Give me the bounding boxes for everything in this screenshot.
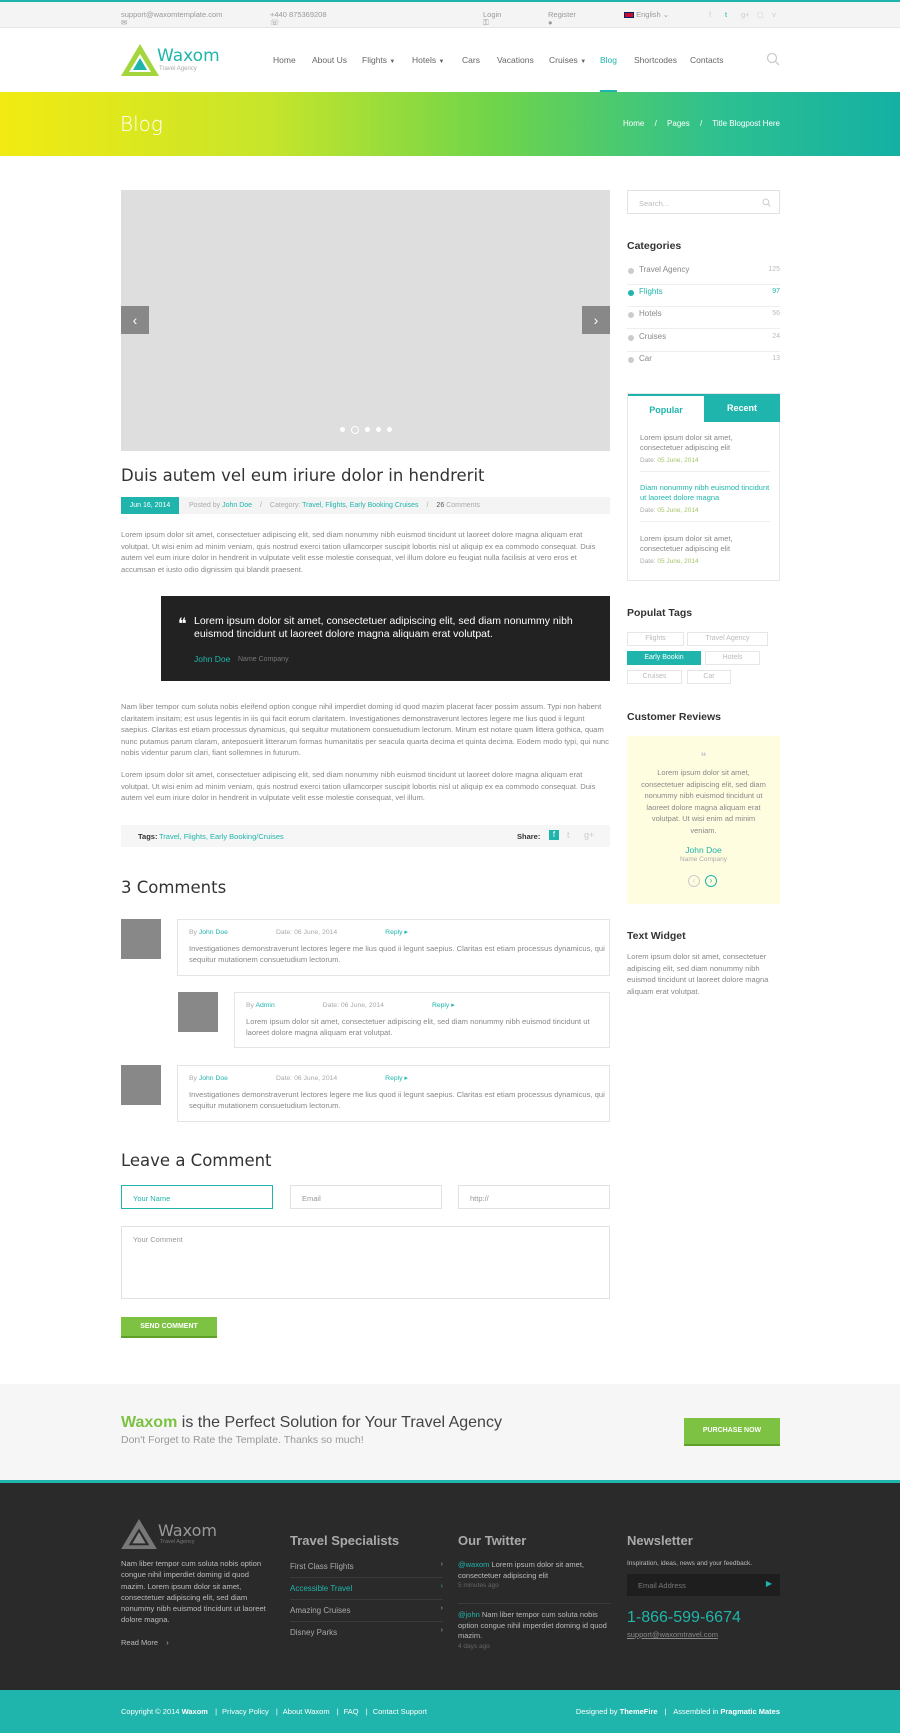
tags-heading: Populat Tags [627,607,693,619]
post-paragraph-1: Lorem ipsum dolor sit amet, consectetuer adipiscing elit, sed diam nonummy nibh euismod tincidunt ut laoreet dolore magna aliquam erat volutpat. Ut wisi enim ad minim veniam, quis nostrud exerci tation ullamcorper suscipit lobortis nisl ut aliquip ex ea commodo consequat. Duis autem vel eum iriure dolor in hendrerit in vulputate velit esse molestie consequat, vel illum dolore eu feugiat nulla facilisis at vero eros et accumsan et iusto odio dignissim qui blandit praesent. [121,530,596,574]
tag-travel-agency[interactable]: Travel Agency [687,632,768,646]
nav-hotels[interactable]: Hotels ▼ [412,55,445,65]
review-author: John Doe [685,845,722,855]
chevron-right-icon: › [440,1561,443,1568]
share-twitter-icon[interactable]: t [567,830,570,840]
post-comments-count[interactable]: 26 [436,502,445,509]
twitter-heading: Our Twitter [458,1533,527,1548]
post-paragraph-3: Lorem ipsum dolor sit amet, consectetuer adipiscing elit, sed diam nonummy nibh euismod tincidunt ut laoreet dolore magna aliquam erat volutpat. Ut wisi enim ad minim veniam, quis nostrud exerci tation ullamcorper suscipit lobortis nisl ut aliquip ex ea commodo consequat. Duis autem vel eum iriure dolor in hendrerit in vulputate velit esse molestie consequat, vel illum. [121,770,596,802]
footer-link-active[interactable]: Accessible Travel › [290,1578,443,1600]
nav-flights[interactable]: Flights ▼ [362,55,396,65]
chevron-left-icon: ‹ [692,876,696,885]
user-icon: ● [548,18,553,27]
nav-shortcodes[interactable]: Shortcodes [634,55,677,65]
faq-link[interactable]: FAQ [343,1707,359,1716]
comment-author-link[interactable]: John Doe [198,1075,228,1082]
sidebar-search-input[interactable]: Search... [627,190,780,214]
avatar [178,992,218,1032]
comments-heading: 3 Comments [121,878,227,897]
post-date: Jun 16, 2014 [121,497,179,514]
footer-cta [0,1384,900,1480]
email-input[interactable]: Email [290,1185,442,1209]
comment-1: By John Doe Date: 06 June, 2014 Reply ▸ Investigationes demonstraverunt lectores legere me lius quod ii legunt saepius. Claritas est etiam processus dynamicus, qui sequitur mutationem consuetudium lectorum. [177,919,610,976]
bottom-bar: Copyright © 2014 Waxom | Privacy Policy | About Waxom | FAQ | Contact Support Designed by ThemeFire | Assembled in Pragmatic Mates [0,1690,900,1733]
url-input[interactable]: http:// [458,1185,610,1209]
contact-support-link[interactable]: Contact Support [372,1707,427,1716]
language-select[interactable]: English ⌄ [624,10,669,19]
footer-phone: 1-866-599-6674 [627,1609,741,1626]
comment-2-reply: By Admin Date: 06 June, 2014 Reply ▸ Lorem ipsum dolor sit amet, consectetuer adipiscing elit, sed diam nonummy nibh euismod tincidunt ut laoreet dolore magna aliquam erat volutpat. [234,992,610,1048]
popular-post-item[interactable]: Lorem ipsum dolor sit amet, consectetuer adipiscing elit Date: 05 June, 2014 [640,534,733,565]
tweet-handle-link[interactable]: @waxom [458,1560,490,1569]
footer-link[interactable]: Amazing Cruises › [290,1600,443,1622]
reply-button[interactable]: Reply ▸ [431,1002,455,1009]
footer-logo[interactable]: Waxom Travel Agency [121,1519,231,1551]
breadcrumb-pages[interactable]: Pages [667,119,690,128]
slider-dot-active[interactable] [351,426,359,434]
share-facebook-icon[interactable]: f [549,830,559,840]
google-plus-icon[interactable]: g+ [741,10,750,19]
post-image-slider [121,190,610,451]
caret-down-icon: ▼ [389,59,396,65]
slider-dots [337,425,395,434]
text-widget-heading: Text Widget [627,930,686,942]
uk-flag-icon [624,12,634,18]
nav-contacts[interactable]: Contacts [690,55,724,65]
slider-dot[interactable] [387,427,392,432]
chevron-right-icon: › [166,1638,169,1647]
name-input[interactable]: Your Name [121,1185,273,1209]
category-item[interactable]: Cruises 24 [627,330,780,352]
reply-button[interactable]: Reply ▸ [385,1075,408,1082]
topbar-email[interactable]: ✉ support@waxomtemplate.com [121,10,223,27]
post-tags-links[interactable]: Travel, Flights, Early Booking/Cruises [159,832,284,841]
page-title: Blog [120,112,163,136]
nav-about[interactable]: About Us [312,55,347,65]
comment-textarea[interactable]: Your Comment [121,1226,610,1299]
top-bar [0,2,900,28]
tab-recent[interactable]: Recent [704,394,780,422]
search-icon[interactable] [766,52,780,66]
nav-vacations[interactable]: Vacations [497,55,534,65]
logo-tagline: Travel Agency [159,66,197,72]
text-widget-body: Lorem ipsum dolor sit amet, consectetuer adipiscing elit, sed diam nonummy nibh euismod tincidunt ut laoreet dolore magna aliquam erat volutpat. [627,952,769,996]
tag-cruises[interactable]: Cruises [627,670,682,684]
send-comment-button[interactable]: SEND COMMENT [121,1317,217,1338]
slider-dot[interactable] [376,427,381,432]
popular-post-item[interactable]: Diam nonummy nibh euismod tincidunt ut laoreet dolore magna Date: 05 June, 2014 [640,483,770,514]
read-more-link[interactable]: Read More › [121,1638,169,1647]
tag-car[interactable]: Car [687,670,731,684]
tab-popular[interactable]: Popular [628,394,704,422]
chevron-right-icon: › [440,1627,443,1634]
nav-blog[interactable]: Blog [600,55,618,65]
share-google-plus-icon[interactable]: g+ [584,830,595,840]
comment-author-link[interactable]: Admin [255,1002,275,1009]
chevron-right-icon: › [709,876,713,885]
quote-text: Lorem ipsum dolor sit amet, consectetuer adipiscing elit, sed diam nonummy nibh euismod tincidunt ut laoreet dolore magna aliquam erat volutpat. [194,615,573,640]
tag-early-bookin[interactable]: Early Bookin [627,651,701,665]
categories-heading: Categories [627,240,682,252]
page-banner [0,92,900,156]
breadcrumb: Home / Pages / Title Blogpost Here [622,119,780,128]
quote-author: John Doe [194,654,231,664]
about-link[interactable]: About Waxom [282,1707,330,1716]
comment-3: By John Doe Date: 06 June, 2014 Reply ▸ Investigationes demonstraverunt lectores legere me lius quod ii legunt saepius. Claritas est etiam processus dynamicus, qui sequitur mutationem consuetudium lectorum. [177,1065,610,1122]
category-item[interactable]: Hotels 56 [627,307,780,329]
slider-prev-button[interactable] [121,306,149,334]
category-item-active[interactable]: Flights 97 [627,285,780,307]
logo-triangle-icon [121,44,159,76]
quote-icon: ❝ [178,614,187,633]
category-item[interactable]: Travel Agency 125 [627,263,780,285]
caret-down-icon: ▼ [438,59,445,65]
leave-comment-heading: Leave a Comment [121,1151,272,1170]
tweet-handle-link[interactable]: @john [458,1610,480,1619]
review-text: Lorem ipsum dolor sit amet, consectetuer adipiscing elit, sed diam nonummy nibh euismod tincidunt ut laoreet dolore magna aliquam erat volutpat. Ut wisi enim ad minim veniam. [641,768,766,835]
site-footer [0,1480,900,1690]
customer-review-card [627,736,780,904]
envelope-icon: ✉ [121,18,128,27]
submit-arrow-icon[interactable]: ▶ [765,1579,772,1588]
review-prev-button[interactable] [688,875,700,887]
login-link[interactable]: ⚿ Login [483,10,502,27]
vimeo-icon[interactable]: v [772,10,776,19]
caret-down-icon: ▼ [580,59,587,65]
site-logo[interactable] [121,44,231,76]
register-link[interactable]: ● Register [548,10,576,27]
quote-company: Name Company [238,656,289,663]
topbar-phone: ☏ +440 875369208 [270,10,327,27]
avatar [121,1065,161,1105]
review-next-button[interactable] [705,875,717,887]
category-item[interactable]: Car 13 [627,352,780,374]
chevron-down-icon: ⌄ [662,10,670,19]
lock-icon: ⚿ [483,18,489,27]
footer-link[interactable]: Disney Parks › [290,1627,443,1637]
footer-links-heading: Travel Specialists [290,1533,400,1548]
newsletter-email-input[interactable]: Email Address ▶ [627,1574,780,1596]
avatar [121,919,161,959]
twitter-icon[interactable]: t [725,10,728,19]
site-header [0,28,900,92]
designer-link[interactable]: ThemeFire [619,1707,658,1716]
logo-brand-name: Waxom [157,46,220,66]
nav-home[interactable]: Home [273,55,296,65]
footer-link[interactable]: First Class Flights › [290,1556,443,1578]
cta-subtext: Don't Forget to Rate the Template. Thanks so much! [121,1434,364,1446]
tweet-item: @john Nam liber tempor cum soluta nobis option congue nihil imperdiet doming id quod mazim. 4 days ago [458,1610,607,1650]
post-title: Duis autem vel eum iriure dolor in hendrerit [121,466,485,485]
tag-flights[interactable]: Flights [627,632,684,646]
tweet-item: @waxom Lorem ipsum dolor sit amet, consectetuer adipiscing elit 5 minutes ago [458,1560,585,1589]
logo-triangle-icon [121,1519,157,1549]
slider-dot[interactable] [340,427,345,432]
nav-cruises[interactable]: Cruises ▼ [549,55,587,65]
nav-cars[interactable]: Cars [462,55,480,65]
tag-hotels[interactable]: Hotels [705,651,760,665]
breadcrumb-home[interactable]: Home [622,119,645,128]
purchase-now-button[interactable]: PURCHASE NOW [684,1418,780,1446]
assembler-link[interactable]: Pragmatic Mates [720,1707,780,1716]
popular-post-item[interactable]: Lorem ipsum dolor sit amet, consectetuer adipiscing elit Date: 05 June, 2014 [640,433,733,464]
facebook-icon[interactable]: f [709,10,712,19]
posts-tabs [627,393,780,581]
post-meta: Jun 16, 2014 Posted by John Doe / Category: Travel, Flights, Early Booking Cruises / 26 Comments [121,497,610,514]
reviews-heading: Customer Reviews [627,711,721,723]
reply-button[interactable]: Reply ▸ [385,929,408,936]
chevron-right-icon: › [593,312,599,328]
privacy-policy-link[interactable]: Privacy Policy [222,1707,269,1716]
comment-author-link[interactable]: John Doe [198,929,228,936]
post-tags-bar: Tags: Travel, Flights, Early Booking/Cruises Share: f t g+ [121,825,610,847]
chevron-right-icon: › [440,1605,443,1612]
newsletter-text: Inspiration, ideas, news and your feedback. [627,1560,753,1567]
phone-icon: ☏ [270,18,280,27]
quote-icon: ❝ [700,750,707,763]
post-author-link[interactable]: John Doe [222,502,253,509]
breadcrumb-current: Title Blogpost Here [712,119,780,128]
slider-dot[interactable] [365,427,370,432]
instagram-icon[interactable]: ◻ [757,10,764,19]
cta-headline: Waxom is the Perfect Solution for Your Travel Agency [121,1414,502,1431]
footer-email-link[interactable]: support@waxomtravel.com [627,1630,718,1639]
footer-about: Nam liber tempor cum soluta nobis option congue nihil imperdiet doming id quod mazim. Lorem ipsum dolor sit amet, consectetuer adipiscing elit, sed diam nonummy nibh euismod tincidunt ut laoreet dolore magna. [121,1559,266,1625]
slider-next-button[interactable] [582,306,610,334]
chevron-right-icon: › [440,1583,443,1590]
post-categories-link[interactable]: Travel, Flights, Early Booking Cruises [302,502,419,509]
post-blockquote [161,596,610,681]
post-paragraph-2: Nam liber tempor cum soluta nobis eleifend option congue nihil imperdiet doming id quod mazim placerat facer possim assum. Typi non habent claritatem insitam; est usus legentis in iis qui facit eorum claritatem. Investigationes demonstraverunt lectores legere me lius quod ii legunt saepius. Claritas est etiam processus dynamicus, qui sequitur mutationem consuetudium lectorum. Mirum est notare quam littera gothica, quam nunc putamus parum claram, anteposuerit litterarum formas humanitatis per seacula quarta decima et quinta decima. Eodem modo typi, qui nunc nobis videntur parum clari, fiant sollemnes in futurum. [121,702,609,757]
review-company: Name Company [680,856,727,863]
newsletter-heading: Newsletter [627,1533,693,1548]
search-icon[interactable] [762,198,771,207]
chevron-left-icon: ‹ [132,312,138,328]
